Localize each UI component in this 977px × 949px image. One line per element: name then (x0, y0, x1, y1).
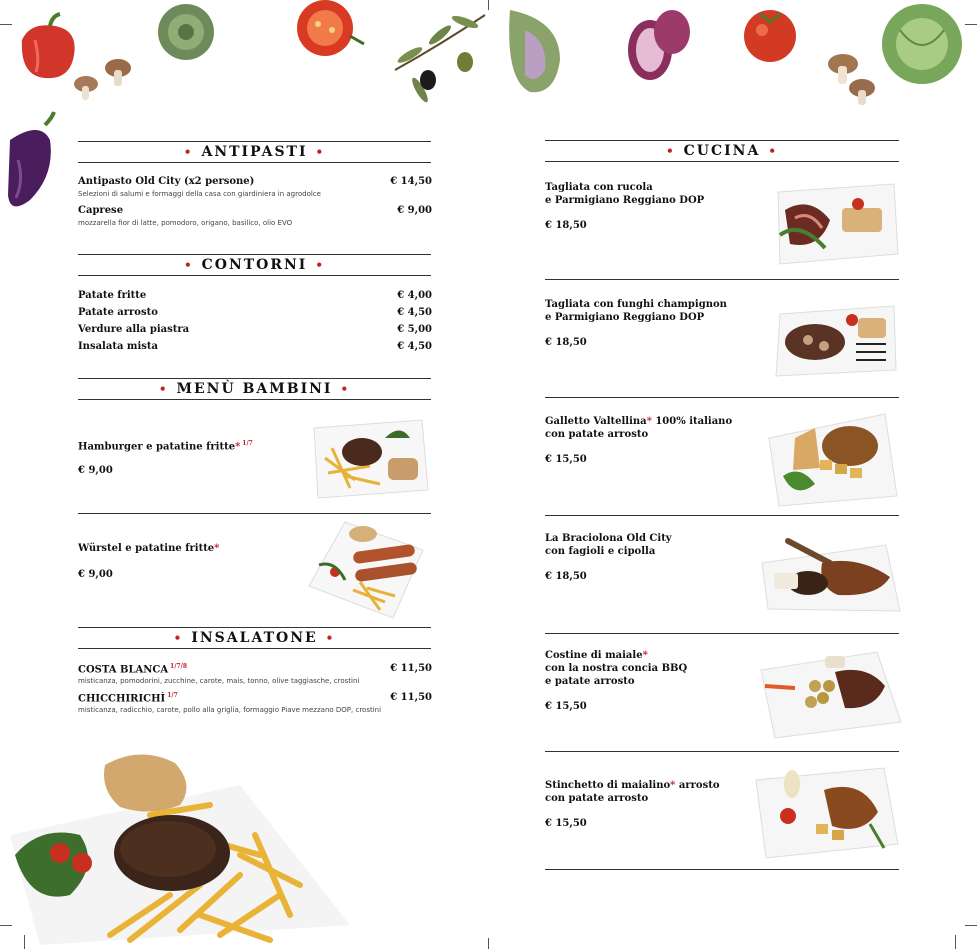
bullet-icon: • (183, 145, 194, 159)
menu-item-name: Antipasto Old City (x2 persone) (78, 176, 255, 187)
bullet-icon: • (340, 382, 351, 396)
cabbage-icon (882, 4, 962, 84)
kids-item-name: Hamburger e patatine fritte* $^{1/7}$ (78, 440, 253, 453)
artichoke-half-icon (509, 10, 560, 92)
costine-photo (755, 646, 903, 740)
dish-name: Tagliata con funghi champignon e Parmigiano Reggiano DOP (545, 299, 727, 323)
menu-item-name: Patate arrosto (78, 307, 158, 318)
section-title: INSALATONE (191, 630, 318, 646)
menu-item-price: € 9,00 (397, 205, 432, 216)
cucina-header (545, 140, 899, 162)
contorni-header (78, 254, 431, 276)
bullet-icon: • (325, 631, 336, 645)
bullet-icon: • (315, 258, 326, 272)
menu-item-name: COSTA BLANCA $^{1/7/8}$ (78, 663, 188, 676)
antipasti-header (78, 141, 431, 163)
crop-mark (955, 935, 956, 949)
bullet-icon: • (173, 631, 184, 645)
section-title: CUCINA (683, 143, 761, 159)
tomato-icon (297, 0, 364, 56)
menu-item-price: € 14,50 (390, 176, 432, 187)
dish-price: € 15,50 (545, 818, 587, 829)
menu-item-name: Patate fritte (78, 290, 147, 301)
olive-branch-icon (395, 13, 485, 104)
kids-item-name: Würstel e patatine fritte* (78, 543, 220, 554)
red-onion-icon (628, 10, 690, 80)
menu-item-name: Insalata mista (78, 341, 159, 352)
dish-name: Galletto Valtellina* 100% italiano con patate arrosto (545, 416, 733, 440)
menu-item-price: € 4,50 (397, 341, 432, 352)
divider (545, 869, 899, 870)
red-pepper-icon (22, 14, 75, 78)
menu-item-price: € 11,50 (390, 663, 432, 674)
galletto-photo (765, 408, 900, 508)
divider (545, 279, 899, 280)
menu-item-name: Caprese (78, 205, 124, 216)
eggplant-icon (8, 112, 54, 206)
dish-name: Stinchetto di maialino* arrosto con patate arrosto (545, 780, 720, 804)
tagliata-rucola-photo (770, 180, 900, 268)
dish-name: La Braciolona Old City con fagioli e cipolla (545, 533, 672, 557)
insalatone-header (78, 627, 431, 649)
dish-name: Tagliata con rucola e Parmigiano Reggiano DOP (545, 182, 705, 206)
bullet-icon: • (768, 144, 779, 158)
menu-item-price: € 4,00 (397, 290, 432, 301)
menu-item-description: mozzarella fior di latte, pomodoro, origano, basilico, olio EVO (78, 219, 293, 227)
divider (545, 515, 899, 516)
section-title: MENÙ BAMBINI (176, 381, 333, 397)
burger-fries-photo (0, 745, 360, 945)
section-title: CONTORNI (201, 257, 308, 273)
dish-price: € 18,50 (545, 571, 587, 582)
menu-item-price: € 4,50 (397, 307, 432, 318)
dish-price: € 18,50 (545, 220, 587, 231)
crop-mark (488, 938, 489, 949)
divider (545, 397, 899, 398)
section-title: ANTIPASTI (201, 144, 308, 160)
dish-price: € 18,50 (545, 337, 587, 348)
menu-bambini-header (78, 378, 431, 400)
kids-item-price: € 9,00 (78, 465, 113, 476)
bullet-icon: • (183, 258, 194, 272)
tagliata-funghi-photo (770, 300, 900, 380)
crop-mark (965, 925, 977, 926)
stinchetto-photo (752, 764, 902, 862)
divider (545, 751, 899, 752)
kids-item-price: € 9,00 (78, 569, 113, 580)
menu-item-description: misticanza, pomodorini, zucchine, carote, mais, tonno, olive taggiasche, crostini (78, 677, 360, 685)
menu-item-description: Selezioni di salumi e formaggi della casa con giardiniera in agrodolce (78, 190, 321, 198)
menu-item-price: € 5,00 (397, 324, 432, 335)
mushroom-icon (74, 59, 131, 100)
divider (545, 633, 899, 634)
dish-name: Costine di maiale* con la nostra concia BBQ e patate arrosto (545, 650, 688, 687)
menu-item-name: CHICCHIRICHÌ $^{1/7}$ (78, 692, 178, 705)
tomato-whole-icon (744, 10, 796, 62)
menu-item-price: € 11,50 (390, 692, 432, 703)
divider (78, 513, 431, 514)
wurstel-plate-photo (305, 520, 427, 620)
bullet-icon: • (158, 382, 169, 396)
dish-price: € 15,50 (545, 701, 587, 712)
bullet-icon: • (665, 144, 676, 158)
dish-price: € 15,50 (545, 454, 587, 465)
bullet-icon: • (315, 145, 326, 159)
artichoke-icon (158, 4, 214, 60)
menu-item-description: misticanza, radicchio, carote, pollo alla griglia, formaggio Piave mezzano DOP, crostini (78, 706, 382, 714)
mushroom-icon (828, 54, 875, 105)
menu-item-name: Verdure alla piastra (78, 324, 190, 335)
hamburger-plate-photo (310, 418, 430, 500)
braciolona-photo (758, 533, 903, 615)
